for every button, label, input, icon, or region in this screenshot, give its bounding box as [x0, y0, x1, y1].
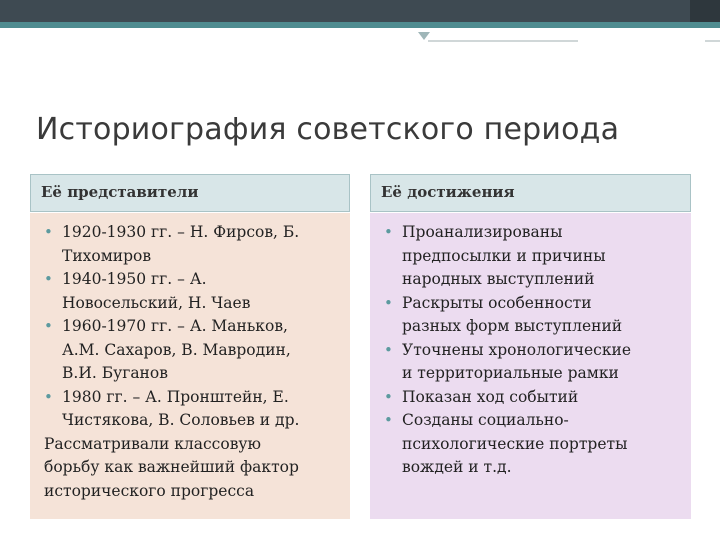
bullet-icon: •: [44, 223, 53, 241]
list-item-line: В.И. Буганов: [62, 364, 168, 382]
list-item: [44, 221, 340, 268]
list-item-line: предпосылки и причины: [402, 246, 606, 265]
note-line: исторического прогресса: [44, 481, 255, 500]
bullet-icon: •: [44, 270, 53, 288]
list-item-line: Новосельский, Н. Чаев: [62, 293, 251, 312]
representatives-column: [30, 174, 350, 519]
list-item-line: А.М. Сахаров, В. Мавродин,: [62, 340, 291, 359]
achievements-body: [370, 213, 691, 519]
list-item: [384, 409, 681, 480]
representatives-header: Её представители: [30, 174, 350, 212]
list-item: [384, 339, 681, 386]
list-item-line: Показан ход событий: [402, 387, 579, 406]
list-item-line: 1940-1950 гг. – А.: [62, 270, 207, 288]
achievements-list: [384, 221, 681, 480]
list-item-line: психологические портреты: [402, 434, 628, 453]
achievements-column: [370, 174, 691, 519]
representatives-list: [44, 221, 340, 433]
list-item-line: вождей и т.д.: [402, 458, 512, 476]
list-item-line: 1920-1930 гг. – Н. Фирсов, Б.: [62, 223, 300, 241]
list-item-line: Чистякова, В. Соловьев и др.: [62, 411, 300, 429]
decorative-rule: [705, 40, 720, 42]
list-item-line: разных форм выступлений: [402, 317, 623, 335]
list-item-line: Тихомиров: [62, 246, 152, 265]
list-item-line: Созданы социально-: [402, 411, 569, 429]
list-item: [44, 268, 340, 315]
note-line: Рассматривали классовую: [44, 434, 262, 453]
bullet-icon: •: [384, 387, 393, 406]
bullet-icon: •: [44, 317, 53, 335]
achievements-header: Её достижения: [370, 174, 691, 212]
slide-title: Историография советского периода: [36, 112, 620, 147]
list-item: [44, 386, 340, 433]
bullet-icon: •: [384, 340, 393, 359]
note-line: борьбу как важнейший фактор: [44, 458, 299, 476]
bullet-icon: •: [384, 293, 393, 312]
list-item-line: Проанализированы: [402, 223, 563, 241]
list-item-line: 1980 гг. – А. Пронштейн, Е.: [62, 387, 289, 406]
list-item: [384, 221, 681, 292]
list-item: [384, 292, 681, 339]
list-item-line: 1960-1970 гг. – А. Маньков,: [62, 317, 288, 335]
decorative-rule: [428, 40, 578, 42]
list-item-line: и территориальные рамки: [402, 364, 619, 382]
list-item-line: народных выступлений: [402, 270, 595, 288]
top-dark-bar: [0, 0, 720, 22]
list-item: [44, 315, 340, 386]
list-item: [384, 386, 681, 410]
decorative-triangle-icon: [418, 32, 430, 40]
representatives-body: [30, 213, 350, 519]
list-item-line: Раскрыты особенности: [402, 293, 592, 312]
summary-note: [44, 433, 340, 504]
list-item-line: Уточнены хронологические: [402, 340, 632, 359]
bullet-icon: •: [44, 387, 53, 406]
bullet-icon: •: [384, 223, 393, 241]
bullet-icon: •: [384, 411, 393, 429]
